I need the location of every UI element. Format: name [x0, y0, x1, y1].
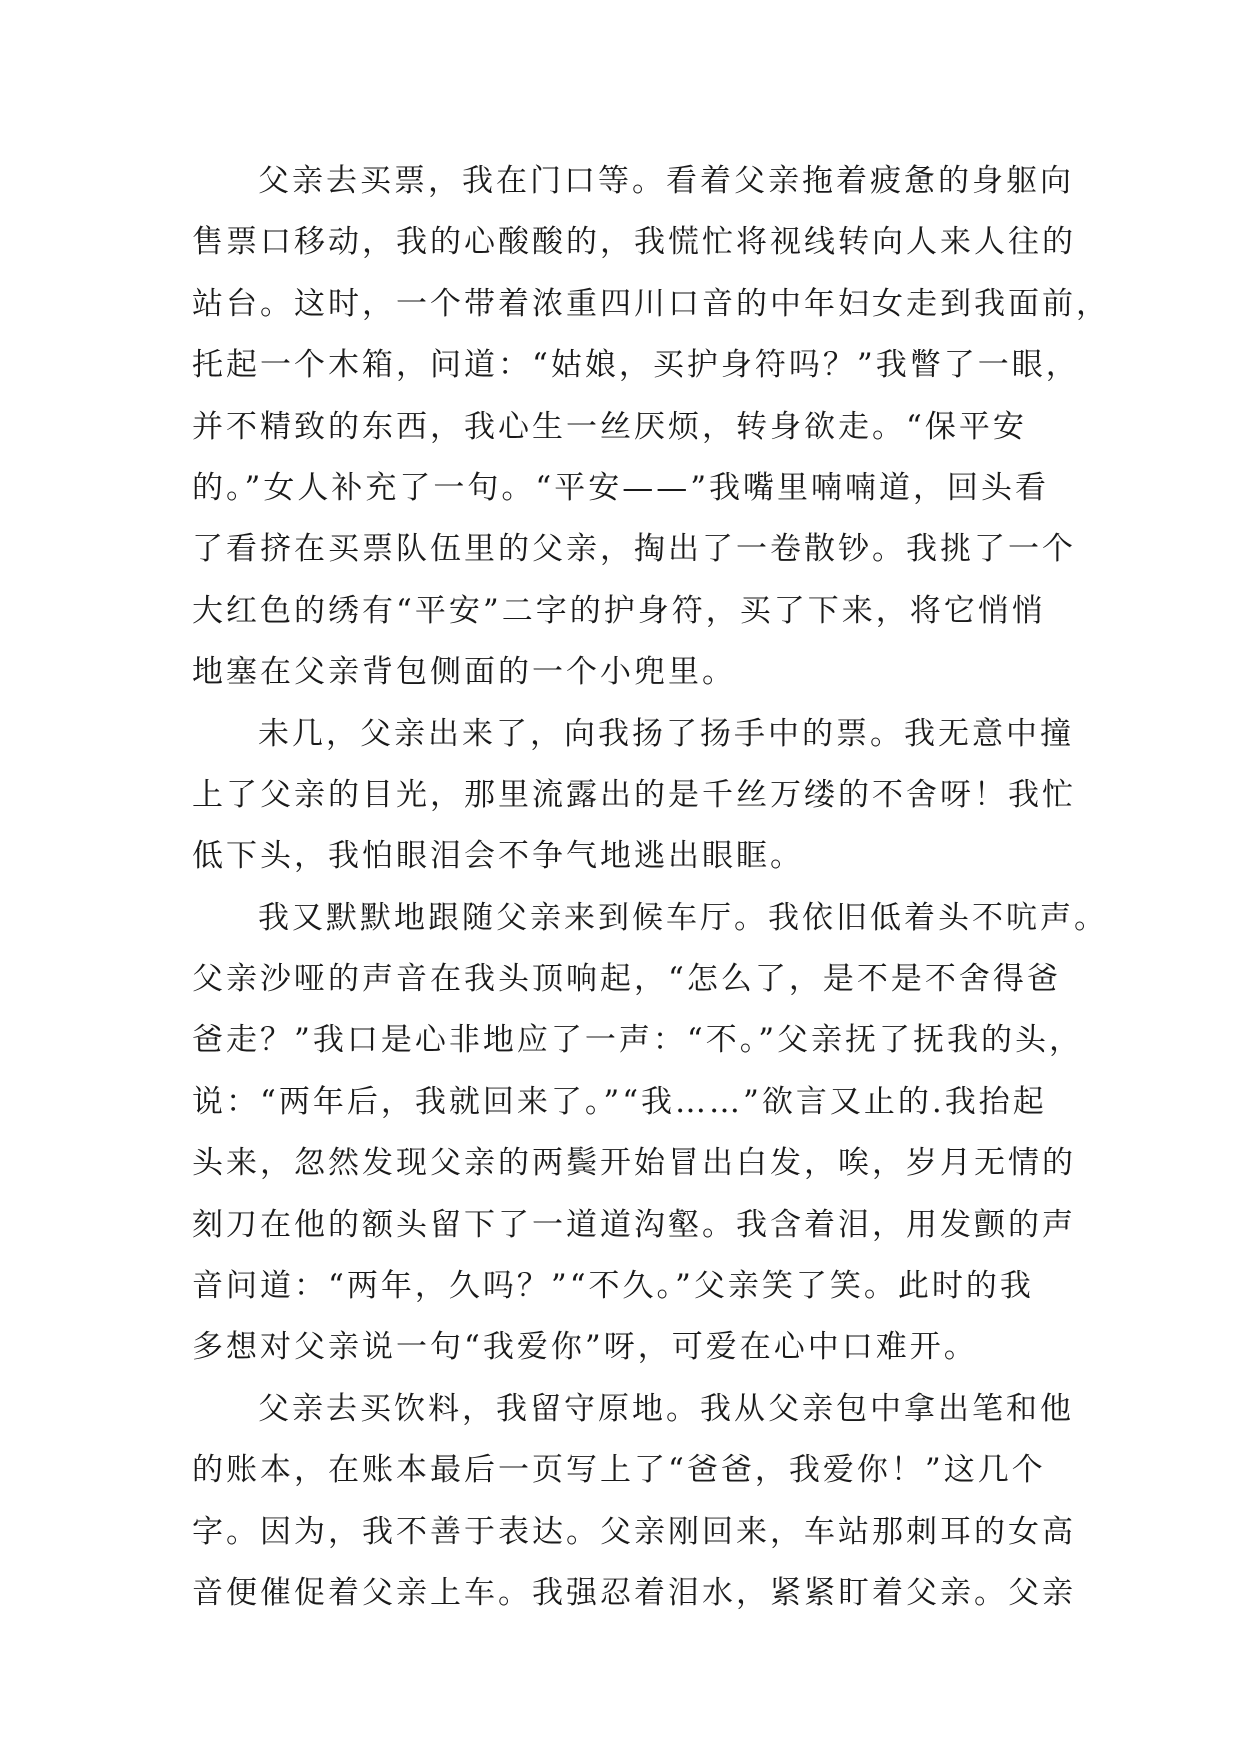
- paragraph-first-line: 父亲去买票，我在门口等。看着父亲拖着疲惫的身躯向: [258, 163, 1074, 199]
- text-line: 托起一个木箱，问道：“姑娘，买护身符吗？”我瞥了一眼，: [192, 347, 1080, 384]
- text-line: 音问道：“两年，久吗？”“不久。”父亲笑了笑。此时的我: [192, 1268, 1034, 1305]
- text-line: 字。因为，我不善于表达。父亲刚回来，车站那刺耳的女高: [192, 1513, 1076, 1550]
- body-text: [192, 161, 1110, 1634]
- paragraph-first-line: 未几，父亲出来了，向我扬了扬手中的票。我无意中撞: [258, 715, 1074, 752]
- text-line: 了看挤在买票队伍里的父亲，掏出了一卷散钞。我挑了一个: [192, 531, 1076, 568]
- text-line: 刻刀在他的额头留下了一道道沟壑。我含着泪，用发颤的声: [192, 1206, 1076, 1243]
- text-line: 大红色的绣有“平安”二字的护身符，买了下来，将它悄悄: [192, 592, 1046, 629]
- text-line: 的账本，在账本最后一页写上了“爸爸，我爱你！”这几个: [192, 1452, 1046, 1489]
- paragraph-first-line: 我又默默地跟随父亲来到候车厅。我依旧低着头不吭声。: [258, 899, 1108, 936]
- text-line: 上了父亲的目光，那里流露出的是千丝万缕的不舍呀！我忙: [192, 776, 1076, 813]
- text-line: 的。”女人补充了一句。“平安——”我嘴里喃喃道，回头看: [192, 469, 1050, 506]
- paragraph-first-line: 父亲去买饮料，我留守原地。我从父亲包中拿出笔和他: [258, 1390, 1074, 1427]
- text-line: 售票口移动，我的心酸酸的，我慌忙将视线转向人来人往的: [192, 224, 1076, 261]
- text-line: 多想对父亲说一句“我爱你”呀，可爱在心中口难开。: [192, 1329, 978, 1366]
- text-line: 地塞在父亲背包侧面的一个小兜里。: [192, 654, 736, 691]
- text-line: 站台。这时，一个带着浓重四川口音的中年妇女走到我面前，: [192, 285, 1110, 322]
- text-line: 低下头，我怕眼泪会不争气地逃出眼眶。: [192, 838, 804, 875]
- text-line: 说：“两年后，我就回来了。”“我……”欲言又止的.我抬起: [192, 1083, 1047, 1120]
- text-line: 爸走？”我口是心非地应了一声：“不。”父亲抚了抚我的头，: [192, 1022, 1084, 1059]
- text-line: 并不精致的东西，我心生一丝厌烦，转身欲走。“保平安: [192, 408, 1027, 445]
- text-line: 父亲沙哑的声音在我头顶响起，“怎么了，是不是不舍得爸: [192, 961, 1061, 998]
- text-line: 音便催促着父亲上车。我强忍着泪水，紧紧盯着父亲。父亲: [192, 1574, 1076, 1611]
- text-line: 头来，忽然发现父亲的两鬓开始冒出白发，唉，岁月无情的: [192, 1145, 1076, 1182]
